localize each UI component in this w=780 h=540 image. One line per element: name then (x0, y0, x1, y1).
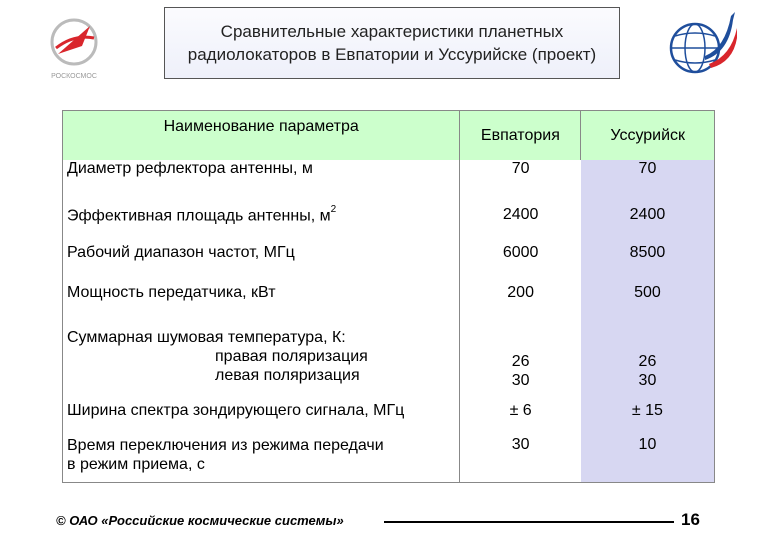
table-row (63, 284, 715, 328)
globe-rocket-icon (665, 8, 739, 78)
header-ussuriysk: Уссурийск (581, 111, 715, 161)
table-row (63, 206, 715, 244)
noise-temp-label: Суммарная шумовая температура, К: (67, 329, 346, 346)
row-label: Диаметр рефлектора антенны, м (63, 160, 460, 206)
row-evp-value: 70 (460, 160, 581, 206)
row-label: Мощность передатчика, кВт (63, 284, 460, 328)
logo-left-text: РОСКОСМОС (51, 73, 97, 80)
footer-divider (384, 521, 674, 523)
row-evp-value: 2400 (460, 206, 581, 244)
roscosmos-logo (44, 12, 104, 82)
row-uss-value: 10 (581, 434, 715, 482)
table-row (63, 160, 715, 206)
row-uss-value: 500 (581, 284, 715, 328)
switch-time-label-line2: в режим приема, с (67, 456, 205, 473)
row-label: Рабочий диапазон частот, МГц (63, 244, 460, 284)
row-uss-value: 70 (581, 160, 715, 206)
row-label (63, 328, 460, 394)
row-label: Ширина спектра зондирующего сигнала, МГц (63, 394, 460, 434)
evp-left-pol-value: 30 (511, 372, 530, 389)
noise-temp-left-pol: левая поляризация (215, 367, 360, 384)
header-parameter: Наименование параметра (63, 111, 460, 161)
title-line-2: радиолокаторов в Евпатории и Уссурийске (проект) (187, 45, 597, 64)
table-row (63, 328, 715, 394)
row-evp-value: 30 (460, 434, 581, 482)
table-row (63, 244, 715, 284)
row-uss-value: 8500 (581, 244, 715, 284)
evp-right-pol-value: 26 (511, 353, 530, 370)
title-line-1: Сравнительные характеристики планетных (220, 22, 564, 41)
row-label-superscript: 2 (330, 204, 337, 215)
table-row (63, 394, 715, 434)
header-evpatoria: Евпатория (460, 111, 581, 161)
uss-left-pol-value: 30 (638, 372, 657, 389)
switch-time-label-line1: Время переключения из режима передачи (67, 437, 384, 454)
table-row (63, 434, 715, 482)
row-evp-value: 200 (460, 284, 581, 328)
row-evp-value (460, 328, 581, 394)
row-uss-value: ± 15 (581, 394, 715, 434)
row-label (63, 434, 460, 482)
slide-title (164, 7, 620, 79)
row-evp-value: 6000 (460, 244, 581, 284)
rks-logo (665, 8, 739, 78)
row-uss-value (581, 328, 715, 394)
noise-temp-right-pol: правая поляризация (215, 348, 368, 365)
row-label (63, 206, 460, 244)
row-label-text: Эффективная площадь антенны, м (67, 207, 331, 225)
row-uss-value: 2400 (581, 206, 715, 244)
roscosmos-emblem-icon (44, 12, 104, 82)
page-number: 16 (681, 510, 700, 529)
parameters-table (62, 110, 715, 483)
uss-right-pol-value: 26 (638, 353, 657, 370)
footer-copyright: © ОАО «Российские космические системы» (56, 513, 344, 528)
table-header-row (63, 111, 715, 161)
row-evp-value: ± 6 (460, 394, 581, 434)
